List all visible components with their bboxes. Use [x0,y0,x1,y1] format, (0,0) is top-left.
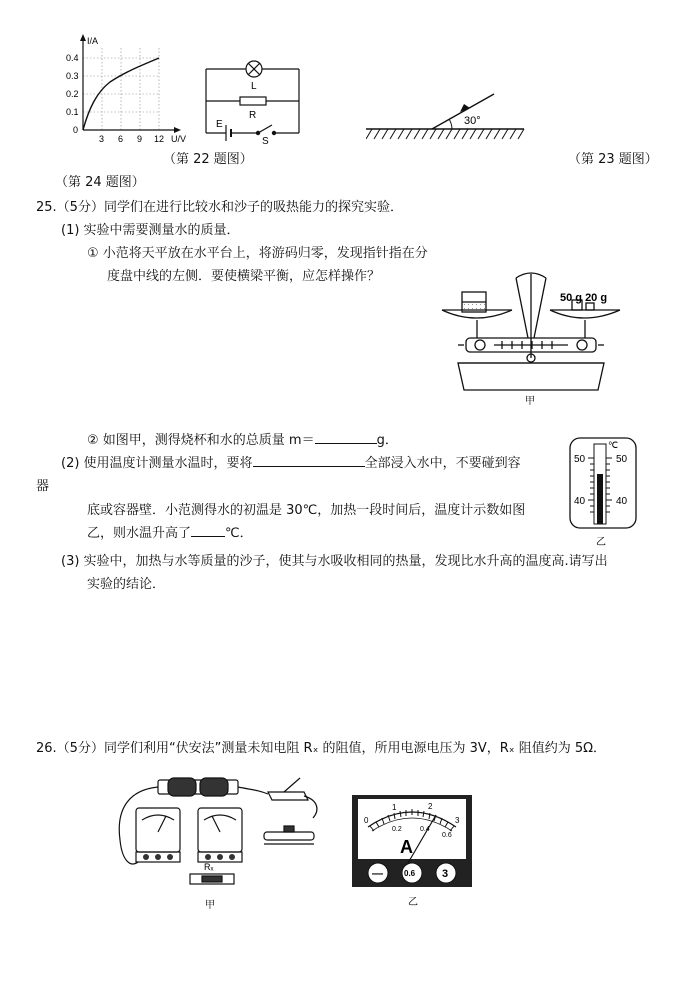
y-tick: 0 [73,125,79,135]
q25-part1a-line2: 度盘中线的左侧．要使横梁平衡，应怎样操作？ [107,269,381,284]
scale-bottom-label: 0.2 [392,826,402,833]
fig24-caption: （第 24 题图） [55,175,145,190]
terminal-label: 3 [442,868,449,880]
scale-bottom-label: 0.6 [442,832,452,839]
q25-part2-line3-prefix: 乙，则水温升高了 [87,526,192,541]
scale-top-label: 3 [455,816,460,825]
fig23-ray-diagram [366,88,526,148]
balance-caption: 甲 [525,396,535,407]
q25-part2-wrap: 器 [36,479,50,494]
terminal-label: 0.6 [404,869,416,878]
scale-bottom-label: 0.4 [420,826,430,833]
thermometer-caption: 乙 [596,537,606,548]
ammeter-figure [350,793,475,911]
scale-top-label: 0 [364,816,369,825]
mass-answer-blank[interactable] [315,443,377,444]
thermometer-unit: ℃ [608,440,619,450]
scale-label: 50 [616,454,628,465]
scale-label: 50 [574,454,586,465]
q25-title: 25.（5分）同学们在进行比较水和沙子的吸热能力的探究实验． [36,200,403,215]
thermometer-figure [566,434,640,550]
scale-label: 40 [616,496,628,507]
q25-part2-line1 [61,455,521,473]
balance-figure [436,268,626,408]
thermometer-part-blank[interactable] [253,466,365,467]
q25-part2-suffix: 全部浸入水中，不要碰到容 [364,456,521,471]
lamp-label: L [251,81,257,92]
terminal-label: — [372,868,383,880]
y-axis-label: I/A [87,36,99,46]
q25-part1: (1) 实验中需要测量水的质量． [61,223,240,238]
apparatus-figure [108,770,333,915]
q25-part1b-prefix: ② 如图甲，测得烧杯和水的总质量 m＝ [87,433,315,448]
x-tick: 9 [137,134,143,144]
y-tick: 0.3 [66,71,79,81]
q25-part2-line3-suffix: ℃． [225,526,253,541]
ammeter-symbol: A [400,837,413,857]
y-tick: 0.4 [66,53,79,63]
temperature-rise-blank[interactable] [191,536,225,537]
scale-label: 40 [574,496,586,507]
fig22-iu-graph [55,30,195,148]
q25-part2-prefix: (2) 使用温度计测量水温时，要将 [61,456,253,471]
y-tick: 0.1 [66,107,79,117]
x-axis-label: U/V [171,134,187,144]
fig23-caption: （第 23 题图） [568,152,658,167]
scale-top-label: 1 [392,803,397,812]
q25-part3-line2: 实验的结论． [87,577,166,592]
switch-label: S [262,136,269,145]
q25-part2-line3 [87,525,253,543]
q25-part1b [87,432,398,450]
scale-top-label: 2 [428,802,433,811]
weights-label: 50 g 20 g [560,292,608,304]
apparatus-caption: 甲 [205,900,215,911]
q25-part1a-line1: ① 小范将天平放在水平台上，将游码归零，发现指针指在分 [87,246,428,261]
x-tick: 6 [118,134,124,144]
fig22-caption: （第 22 题图） [163,152,253,167]
battery-label: E [216,119,223,130]
resistor-label: R [249,110,257,121]
ammeter-caption: 乙 [408,897,418,908]
q26-title: 26.（5分）同学们利用“伏安法”测量未知电阻 Rₓ 的阻值，所用电源电压为 3V，Rₓ 阻值约为 5Ω． [36,741,607,756]
y-tick: 0.2 [66,89,79,99]
angle-label: 30° [464,115,481,127]
q25-part1b-suffix: g． [376,433,398,448]
q25-part3-line1: (3) 实验中，加热与水等质量的沙子，使其与水吸收相同的热量，发现比水升高的温度高.请写出 [61,554,608,569]
x-tick: 3 [99,134,105,144]
fig22-circuit [200,55,305,145]
rx-label: Rₓ [204,862,214,872]
q25-part2-line2: 底或容器壁．小范测得水的初温是 30℃，加热一段时间后，温度计示数如图 [87,503,526,518]
x-tick: 12 [154,134,165,144]
